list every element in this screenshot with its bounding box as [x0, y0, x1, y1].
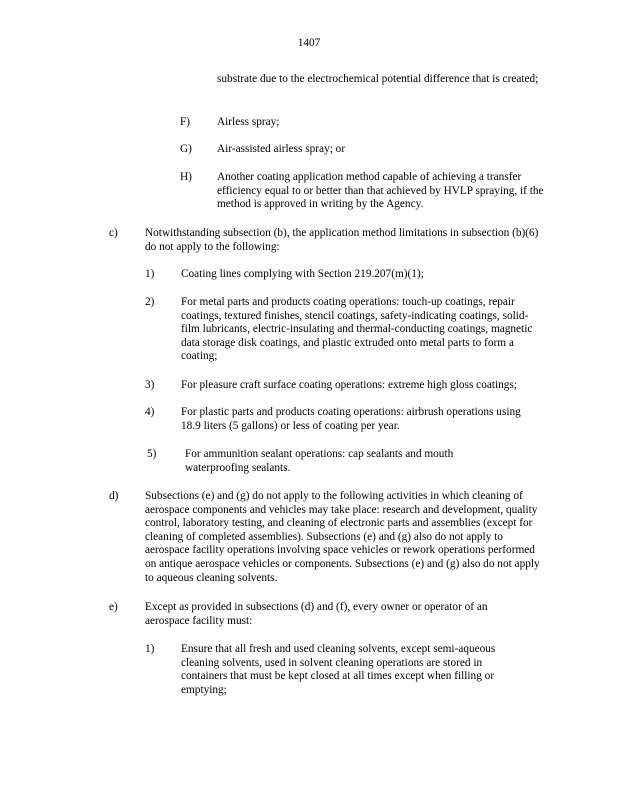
item-text: Ensure that all fresh and used cleaning solvents, except semi-aqueous cleaning solvents, used in solvent cleaning operations are stored in containers that must be kept closed at all times except when filling or emptying; [181, 643, 496, 696]
item-label: 3) [145, 379, 155, 391]
item-label: 2) [145, 296, 155, 308]
subsection-label: d) [109, 490, 119, 502]
item-text: Coating lines complying with Section 219.207(m)(1); [181, 268, 424, 280]
item-label: 1) [145, 643, 155, 655]
item-label: G) [180, 143, 192, 155]
item-label: 1) [145, 268, 155, 280]
subsection-text: Except as provided in subsections (d) and (f), every owner or operator of an aerospace facility must: [145, 601, 488, 627]
subsection-label: c) [109, 227, 118, 239]
subsection-label: e) [109, 601, 118, 613]
item-text: For plastic parts and products coating operations: airbrush operations using 18.9 liters (5 gallons) or less of coating per year. [181, 406, 521, 432]
page-number: 1407 [297, 37, 321, 49]
item-text: For pleasure craft surface coating operations: extreme high gloss coatings; [181, 379, 517, 391]
continued-text: substrate due to the electrochemical potential difference that is created; [217, 73, 539, 85]
item-label: 5) [147, 448, 157, 460]
item-text: For ammunition sealant operations: cap sealants and mouth waterproofing sealants. [185, 448, 454, 474]
item-text: For metal parts and products coating operations: touch-up coatings, repair coatings, textured finishes, stencil coatings, safety-indicating coatings, solid-film lubricants, electric-insulating and thermal-conducting coatings, magnetic data storage disk coatings, and plastic extruded onto metal parts to form a coating; [181, 296, 533, 363]
item-label: 4) [145, 406, 155, 418]
item-label: H) [180, 171, 192, 183]
item-label: F) [180, 116, 191, 128]
subsection-text: Subsections (e) and (g) do not apply to the following activities in which cleaning of aerospace components and vehicles may take place: research and development, quality control, laboratory testing, and cleaning of electronic parts and assemblies (except for cleaning of completed assemblies). Subsections (e) and (g) also do not apply to aerospace facility operations involving space vehicles or rework operations performed on antique aerospace vehicles or components. Subsections (e) and (g) also do not apply to aqueous cleaning solvents. [145, 490, 540, 584]
item-text: Another coating application method capable of achieving a transfer efficiency equal to or better than that achieved by HVLP spraying, if the method is approved in writing by the Agency. [217, 171, 544, 211]
subsection-text: Notwithstanding subsection (b), the application method limitations in subsection (b)(6) do not apply to the following: [145, 227, 539, 253]
item-text: Airless spray; [217, 116, 280, 128]
item-text: Air-assisted airless spray; or [217, 143, 346, 155]
